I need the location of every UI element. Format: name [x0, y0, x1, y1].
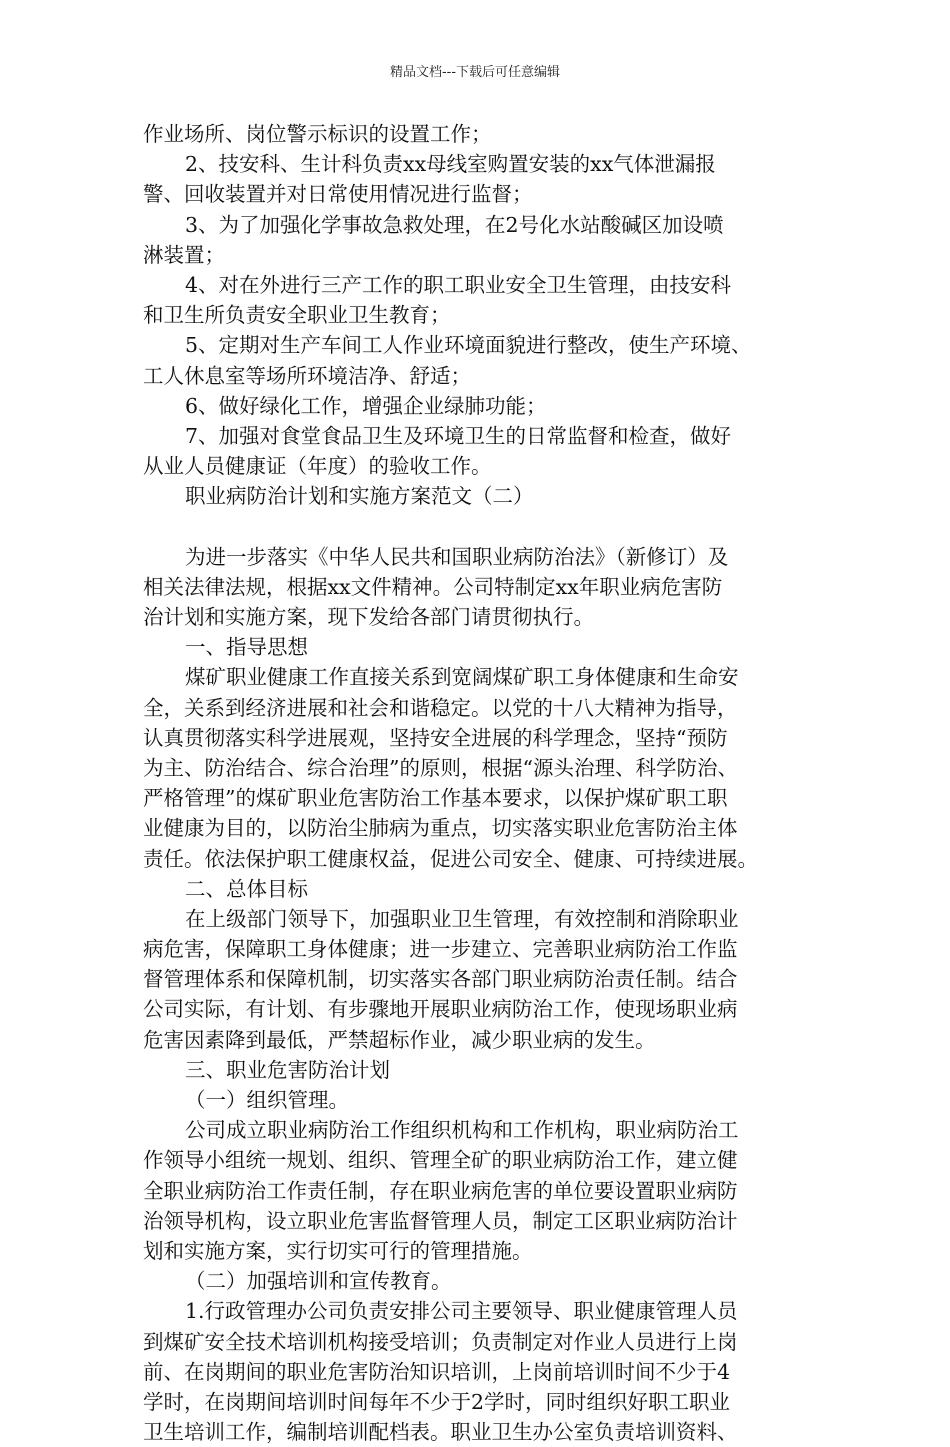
text-line: 在上级部门领导下，加强职业卫生管理，有效控制和消除职业: [185, 906, 739, 931]
text-line: 到煤矿安全技术培训机构接受培训；负责制定对作业人员进行上岗: [143, 1329, 738, 1354]
text-line: 前、在岗期间的职业危害防治知识培训，上岗前培训时间不少于4: [143, 1359, 731, 1384]
text-line: 5、定期对生产车间工人作业环境面貌进行整改，使生产环境、: [185, 333, 752, 358]
text-line: 3、为了加强化学事故急救处理，在2号化水站酸碱区加设喷: [185, 212, 724, 237]
text-line: 认真贯彻落实科学进展观，坚持安全进展的科学理念，坚持“预防: [143, 725, 728, 750]
blank-line: [143, 511, 817, 541]
text-line: 相关法律法规，根据xx文件精神。公司特制定xx年职业病危害防: [143, 574, 723, 599]
text-line: 一、指导思想: [185, 635, 308, 660]
text-line: 三、职业危害防治计划: [185, 1057, 390, 1082]
text-line: 4、对在外进行三产工作的职工职业安全卫生管理，由技安科: [185, 272, 732, 297]
text-line: 卫生培训工作，编制培训配档表。职业卫生办公室负责培训资料、: [143, 1420, 738, 1445]
text-line: 全，关系到经济进展和社会和谐稳定。以党的十八大精神为指导，: [143, 695, 738, 720]
text-line: 二、总体目标: [185, 876, 308, 901]
page-header: 精品文档---下载后可任意编辑: [389, 65, 561, 80]
text-line: 作领导小组统一规划、组织、管理全矿的职业病防治工作，建立健: [143, 1148, 738, 1173]
text-line: 公司实际，有计划、有步骤地开展职业病防治工作，使现场职业病: [143, 997, 738, 1022]
text-line: 治计划和实施方案，现下发给各部门请贯彻执行。: [143, 605, 594, 629]
text-line: 危害因素降到最低，严禁超标作业，减少职业病的发生。: [143, 1027, 656, 1052]
text-line: 严格管理”的煤矿职业危害防治工作基本要求，以保护煤矿职工职: [143, 786, 728, 811]
text-line: 警、回收装置并对日常使用情况进行监督；: [143, 182, 533, 207]
text-line: 业健康为目的，以防治尘肺病为重点，切实落实职业危害防治主体: [143, 816, 738, 841]
text-line: 责任。依法保护职工健康权益，促进公司安全、健康、可持续进展。: [143, 846, 758, 871]
text-line: （二）加强培训和宣传教育。: [185, 1269, 452, 1294]
text-line: 病危害，保障职工身体健康；进一步建立、完善职业病防治工作监: [143, 937, 738, 962]
text-line: （一）组织管理。: [185, 1088, 349, 1112]
text-line: 淋装置；: [143, 242, 225, 267]
text-line: 划和实施方案，实行切实可行的管理措施。: [143, 1238, 533, 1263]
text-line: 6、做好绿化工作，增强企业绿肺功能；: [185, 393, 547, 418]
text-line: 从业人员健康证（年度）的验收工作。: [143, 454, 492, 479]
text-line: 公司成立职业病防治工作组织机构和工作机构，职业病防治工: [185, 1118, 739, 1143]
text-line: 为主、防治结合、综合治理”的原则，根据“源头治理、科学防治、: [143, 755, 738, 780]
text-line: 全职业病防治工作责任制，存在职业病危害的单位要设置职业病防: [143, 1178, 738, 1203]
text-line: 7、加强对食堂食品卫生及环境卫生的日常监督和检查，做好: [185, 423, 732, 448]
text-line: 督管理体系和保障机制，切实落实各部门职业病防治责任制。结合: [143, 967, 738, 992]
text-line: 为进一步落实《中华人民共和国职业病防治法》（新修订）及: [185, 544, 729, 569]
text-line: 工人休息室等场所环境洁净、舒适；: [143, 363, 471, 388]
text-line: 职业病防治计划和实施方案范文（二）: [185, 484, 534, 509]
text-line: 2、技安科、生计科负责xx母线室购置安装的xx气体泄漏报: [185, 152, 716, 177]
document-body: [143, 119, 817, 1447]
text-line: 1.行政管理办公司负责安排公司主要领导、职业健康管理人员: [185, 1299, 738, 1324]
text-line: 治领导机构，设立职业危害监督管理人员，制定工区职业病防治计: [143, 1208, 738, 1233]
text-line: 和卫生所负责安全职业卫生教育；: [143, 303, 451, 328]
text-line: 煤矿职业健康工作直接关系到宽阔煤矿职工身体健康和生命安: [185, 665, 739, 690]
text-line: 作业场所、岗位警示标识的设置工作；: [143, 122, 492, 146]
text-line: 学时，在岗期间培训时间每年不少于2学时，同时组织好职工职业: [143, 1389, 731, 1414]
